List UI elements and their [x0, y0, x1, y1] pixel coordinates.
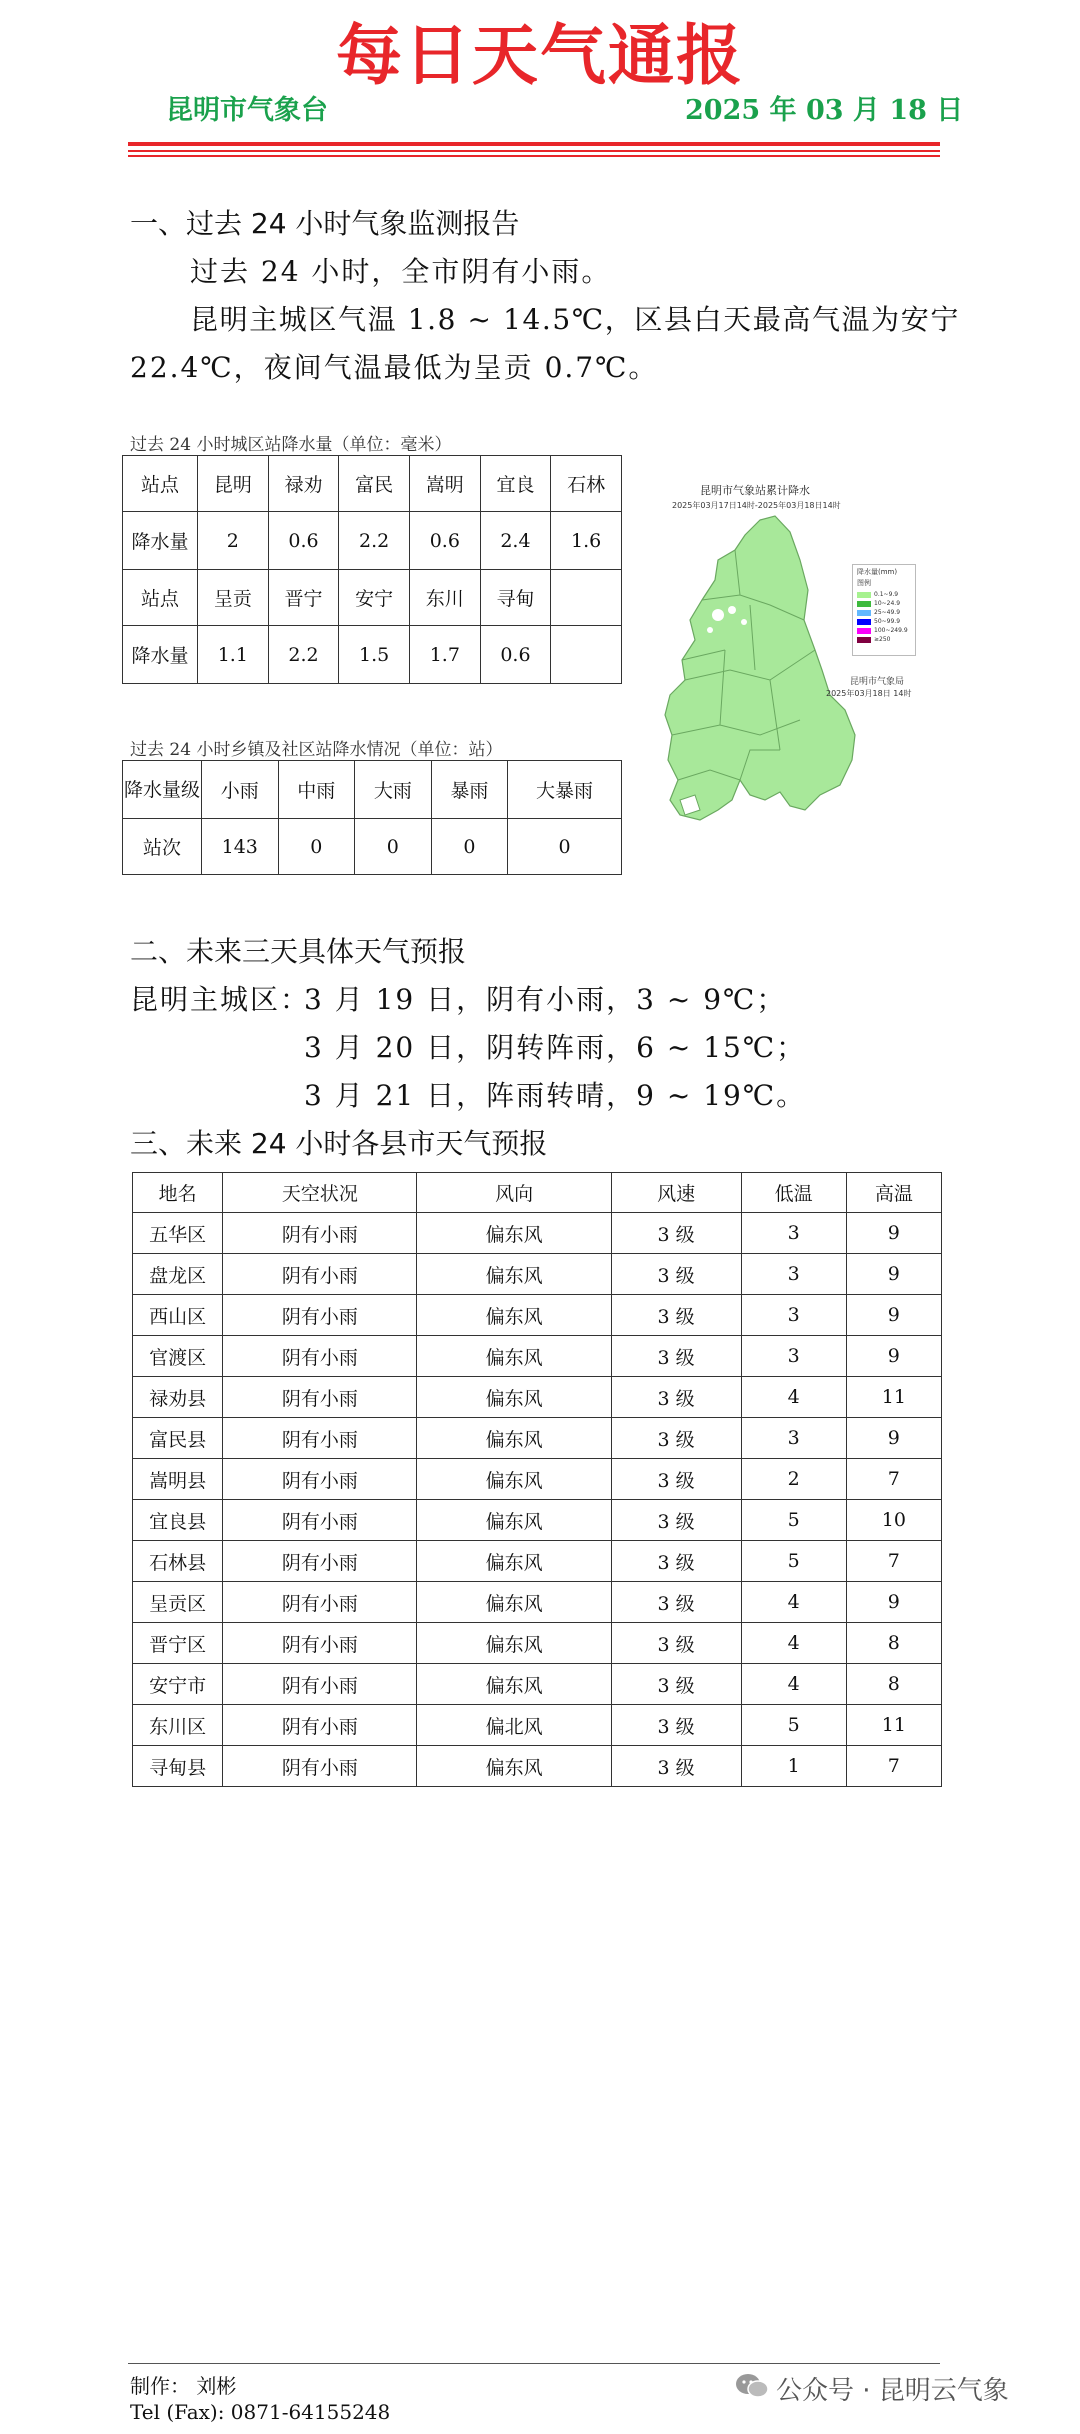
- table-cell: 禄劝县: [133, 1377, 223, 1418]
- table-cell: 3: [741, 1295, 846, 1336]
- table-header-cell: 高温: [846, 1173, 941, 1213]
- kunming-map-shape: [640, 510, 870, 830]
- table-cell: 官渡区: [133, 1336, 223, 1377]
- table-cell: 阴有小雨: [223, 1582, 417, 1623]
- legend-label: 50~99.9: [874, 618, 901, 625]
- table-cell: 3 级: [611, 1582, 741, 1623]
- table-cell: 富民: [339, 456, 410, 512]
- table-row: [133, 1254, 942, 1295]
- rain-table: [122, 455, 622, 684]
- table-cell: 4: [741, 1623, 846, 1664]
- table-header-cell: 风向: [417, 1173, 611, 1213]
- table-cell: 呈贡区: [133, 1582, 223, 1623]
- legend-swatch: [857, 619, 871, 625]
- table-cell: 9: [846, 1582, 941, 1623]
- agency-name: 昆明市气象台: [166, 95, 328, 126]
- header-rule: [128, 150, 940, 152]
- legend-label: 100~249.9: [874, 627, 908, 634]
- table-cell: 嵩明县: [133, 1459, 223, 1500]
- table-header-cell: 低温: [741, 1173, 846, 1213]
- table-cell: 阴有小雨: [223, 1459, 417, 1500]
- legend-item: [857, 635, 915, 644]
- footer-tel: Tel (Fax): 0871-64155248: [130, 2400, 391, 2424]
- legend-items: [857, 590, 915, 644]
- forecast-line: 3 月 21 日，阵雨转晴，9 ~ 19℃。: [304, 1079, 807, 1112]
- table-cell: 3: [741, 1213, 846, 1254]
- table-row: [133, 1418, 942, 1459]
- table-cell: 禄劝: [268, 456, 339, 512]
- table-cell: 东川: [409, 570, 480, 626]
- table-row: [133, 1541, 942, 1582]
- table-cell: 5: [741, 1541, 846, 1582]
- table-cell: 阴有小雨: [223, 1418, 417, 1459]
- table-cell: 3 级: [611, 1254, 741, 1295]
- table-cell: 10: [846, 1500, 941, 1541]
- table-cell: 小雨: [202, 761, 279, 819]
- section2-heading: 二、未来三天具体天气预报: [130, 935, 467, 968]
- table-cell: 阴有小雨: [223, 1254, 417, 1295]
- map-credit-time: 2025年03月18日 14时: [826, 689, 912, 698]
- legend-item: [857, 599, 915, 608]
- table-cell: 大暴雨: [508, 761, 622, 819]
- legend-label: 0.1~9.9: [874, 591, 899, 598]
- table-cell: 1.6: [551, 512, 622, 570]
- table-cell: 晋宁: [268, 570, 339, 626]
- table-cell: 1.7: [409, 626, 480, 684]
- wechat-icon: [735, 2372, 769, 2400]
- table-cell: 宜良: [480, 456, 551, 512]
- table-header-row: [133, 1173, 942, 1213]
- table-cell: 0: [355, 819, 432, 875]
- table-row: [133, 1500, 942, 1541]
- table-header-cell: 地名: [133, 1173, 223, 1213]
- table-cell: 0: [508, 819, 622, 875]
- table-cell: 大雨: [355, 761, 432, 819]
- table-cell: 3 级: [611, 1459, 741, 1500]
- table-cell: [551, 570, 622, 626]
- table-cell: 3: [741, 1254, 846, 1295]
- table-cell: 2.2: [339, 512, 410, 570]
- table-cell: 2: [741, 1459, 846, 1500]
- legend-swatch: [857, 610, 871, 616]
- map-legend: [852, 564, 916, 656]
- table-cell: 中雨: [278, 761, 355, 819]
- legend-item: [857, 608, 915, 617]
- table-cell: 暴雨: [431, 761, 508, 819]
- legend-label: 10~24.9: [874, 600, 901, 607]
- table-cell: 偏东风: [417, 1459, 611, 1500]
- town-table: [122, 760, 622, 875]
- table-cell: 3 级: [611, 1705, 741, 1746]
- table-cell: 8: [846, 1664, 941, 1705]
- table-cell: 3 级: [611, 1295, 741, 1336]
- table-cell: 1.5: [339, 626, 410, 684]
- legend-item: [857, 626, 915, 635]
- table-cell: 9: [846, 1213, 941, 1254]
- table-cell: 9: [846, 1336, 941, 1377]
- table-cell: 呈贡: [198, 570, 269, 626]
- table-cell: 阴有小雨: [223, 1541, 417, 1582]
- table-row: [133, 1213, 942, 1254]
- table-cell: 0: [431, 819, 508, 875]
- header-rule: [128, 155, 940, 157]
- table-cell: 7: [846, 1541, 941, 1582]
- table-cell: 8: [846, 1623, 941, 1664]
- table-cell: 偏北风: [417, 1705, 611, 1746]
- legend-item: [857, 590, 915, 599]
- table-cell: 偏东风: [417, 1254, 611, 1295]
- table-header-cell: 天空状况: [223, 1173, 417, 1213]
- table-cell: 3: [741, 1336, 846, 1377]
- map-title: 昆明市气象站累计降水: [700, 484, 810, 497]
- table-cell: 晋宁区: [133, 1623, 223, 1664]
- table-cell: 4: [741, 1582, 846, 1623]
- table-cell: 4: [741, 1377, 846, 1418]
- legend-swatch: [857, 628, 871, 634]
- table-cell: 偏东风: [417, 1623, 611, 1664]
- table-cell: 偏东风: [417, 1295, 611, 1336]
- table-row: [133, 1377, 942, 1418]
- table-cell: 石林县: [133, 1541, 223, 1582]
- legend-item: [857, 617, 915, 626]
- section1-heading: 一、过去 24 小时气象监测报告: [130, 207, 520, 240]
- table-cell: 7: [846, 1746, 941, 1787]
- table-cell: 降水量: [123, 626, 198, 684]
- table-cell: 2.4: [480, 512, 551, 570]
- table-cell: 1: [741, 1746, 846, 1787]
- report-title: 每日天气通报: [336, 17, 744, 94]
- table-row: [133, 1623, 942, 1664]
- table-cell: 偏东风: [417, 1541, 611, 1582]
- watermark-text: 公众号 · 昆明云气象: [776, 2376, 1009, 2406]
- table-cell: 阴有小雨: [223, 1746, 417, 1787]
- table-cell: 143: [202, 819, 279, 875]
- section1-para2-cont: 22.4℃，夜间气温最低为呈贡 0.7℃。: [130, 351, 659, 384]
- table-cell: 安宁: [339, 570, 410, 626]
- table-cell: 偏东风: [417, 1377, 611, 1418]
- table-row: [133, 1336, 942, 1377]
- table-cell: 偏东风: [417, 1418, 611, 1459]
- table-cell: 阴有小雨: [223, 1500, 417, 1541]
- forecast-line: 3 月 19 日，阴有小雨，3 ~ 9℃；: [304, 983, 787, 1016]
- table-cell: 3 级: [611, 1418, 741, 1459]
- table-cell: 五华区: [133, 1213, 223, 1254]
- table-cell: 站次: [123, 819, 202, 875]
- table-cell: 3 级: [611, 1213, 741, 1254]
- table-cell: 阴有小雨: [223, 1377, 417, 1418]
- table-cell: 9: [846, 1295, 941, 1336]
- table-cell: 盘龙区: [133, 1254, 223, 1295]
- section3-heading: 三、未来 24 小时各县市天气预报: [130, 1127, 548, 1160]
- table-cell: 阴有小雨: [223, 1705, 417, 1746]
- table-cell: 东川区: [133, 1705, 223, 1746]
- map-credit: 昆明市气象局: [850, 677, 905, 687]
- table-cell: 西山区: [133, 1295, 223, 1336]
- table-cell: 昆明: [198, 456, 269, 512]
- table-cell: 宜良县: [133, 1500, 223, 1541]
- legend-label: 25~49.9: [874, 609, 901, 616]
- table-cell: 11: [846, 1377, 941, 1418]
- table-cell: 嵩明: [409, 456, 480, 512]
- table-cell: 3 级: [611, 1746, 741, 1787]
- forecast-line: 3 月 20 日，阴转阵雨，6 ~ 15℃；: [304, 1031, 807, 1064]
- table-cell: 偏东风: [417, 1582, 611, 1623]
- footer-rule: [128, 2363, 940, 2364]
- table-cell: 9: [846, 1418, 941, 1459]
- table-cell: 寻甸: [480, 570, 551, 626]
- table-row: [133, 1295, 942, 1336]
- table-cell: 9: [846, 1254, 941, 1295]
- table-cell: 石林: [551, 456, 622, 512]
- legend-title: 降水量(mm): [857, 568, 898, 576]
- table-cell: 3 级: [611, 1541, 741, 1582]
- footer-author: 制作： 刘彬: [130, 2374, 237, 2398]
- table-cell: 3 级: [611, 1336, 741, 1377]
- legend-subtitle: 图例: [857, 579, 871, 587]
- table-cell: 3 级: [611, 1377, 741, 1418]
- table-cell: 偏东风: [417, 1336, 611, 1377]
- table-cell: 偏东风: [417, 1500, 611, 1541]
- table-cell: 阴有小雨: [223, 1213, 417, 1254]
- section1-para2: 昆明主城区气温 1.8 ~ 14.5℃，区县白天最高气温为安宁: [190, 303, 960, 336]
- map-subtitle: 2025年03月17日14时-2025年03月18日14时: [672, 501, 841, 510]
- table-row: [133, 1582, 942, 1623]
- table-row: [133, 1664, 942, 1705]
- legend-swatch: [857, 637, 871, 643]
- table-cell: 0: [278, 819, 355, 875]
- county-forecast-table: [132, 1172, 942, 1787]
- table-cell: 3: [741, 1418, 846, 1459]
- table-cell: 阴有小雨: [223, 1336, 417, 1377]
- table-cell: 偏东风: [417, 1664, 611, 1705]
- legend-swatch: [857, 601, 871, 607]
- table-cell: 11: [846, 1705, 941, 1746]
- table-cell: 3 级: [611, 1500, 741, 1541]
- table-cell: 5: [741, 1705, 846, 1746]
- legend-label: ≥250: [874, 636, 891, 643]
- table-row: [133, 1746, 942, 1787]
- table-cell: 偏东风: [417, 1746, 611, 1787]
- rain-table-caption: 过去 24 小时城区站降水量（单位：毫米）: [130, 435, 452, 455]
- table-cell: 富民县: [133, 1418, 223, 1459]
- forecast-label: 昆明主城区：: [130, 983, 311, 1016]
- table-cell: 5: [741, 1500, 846, 1541]
- table-cell: 偏东风: [417, 1213, 611, 1254]
- section1-para1: 过去 24 小时，全市阴有小雨。: [190, 255, 612, 288]
- table-cell: 4: [741, 1664, 846, 1705]
- table-cell: 寻甸县: [133, 1746, 223, 1787]
- legend-swatch: [857, 592, 871, 598]
- table-cell: 降水量级: [123, 761, 202, 819]
- table-cell: 2.2: [268, 626, 339, 684]
- table-cell: 3 级: [611, 1623, 741, 1664]
- table-cell: 1.1: [198, 626, 269, 684]
- table-cell: 降水量: [123, 512, 198, 570]
- table-cell: 3 级: [611, 1664, 741, 1705]
- table-cell: [551, 626, 622, 684]
- table-header-cell: 风速: [611, 1173, 741, 1213]
- table-cell: 0.6: [268, 512, 339, 570]
- table-cell: 阴有小雨: [223, 1295, 417, 1336]
- table-row: [133, 1705, 942, 1746]
- precipitation-map: [640, 470, 950, 830]
- table-cell: 0.6: [409, 512, 480, 570]
- table-cell: 安宁市: [133, 1664, 223, 1705]
- table-cell: 阴有小雨: [223, 1623, 417, 1664]
- table-cell: 站点: [123, 456, 198, 512]
- table-cell: 2: [198, 512, 269, 570]
- table-cell: 7: [846, 1459, 941, 1500]
- report-date: 2025 年 03 月 18 日: [685, 95, 964, 126]
- header-rule: [128, 142, 940, 146]
- table-cell: 阴有小雨: [223, 1664, 417, 1705]
- table-cell: 站点: [123, 570, 198, 626]
- table-row: [133, 1459, 942, 1500]
- table-cell: 0.6: [480, 626, 551, 684]
- town-table-caption: 过去 24 小时乡镇及社区站降水情况（单位：站）: [130, 740, 503, 760]
